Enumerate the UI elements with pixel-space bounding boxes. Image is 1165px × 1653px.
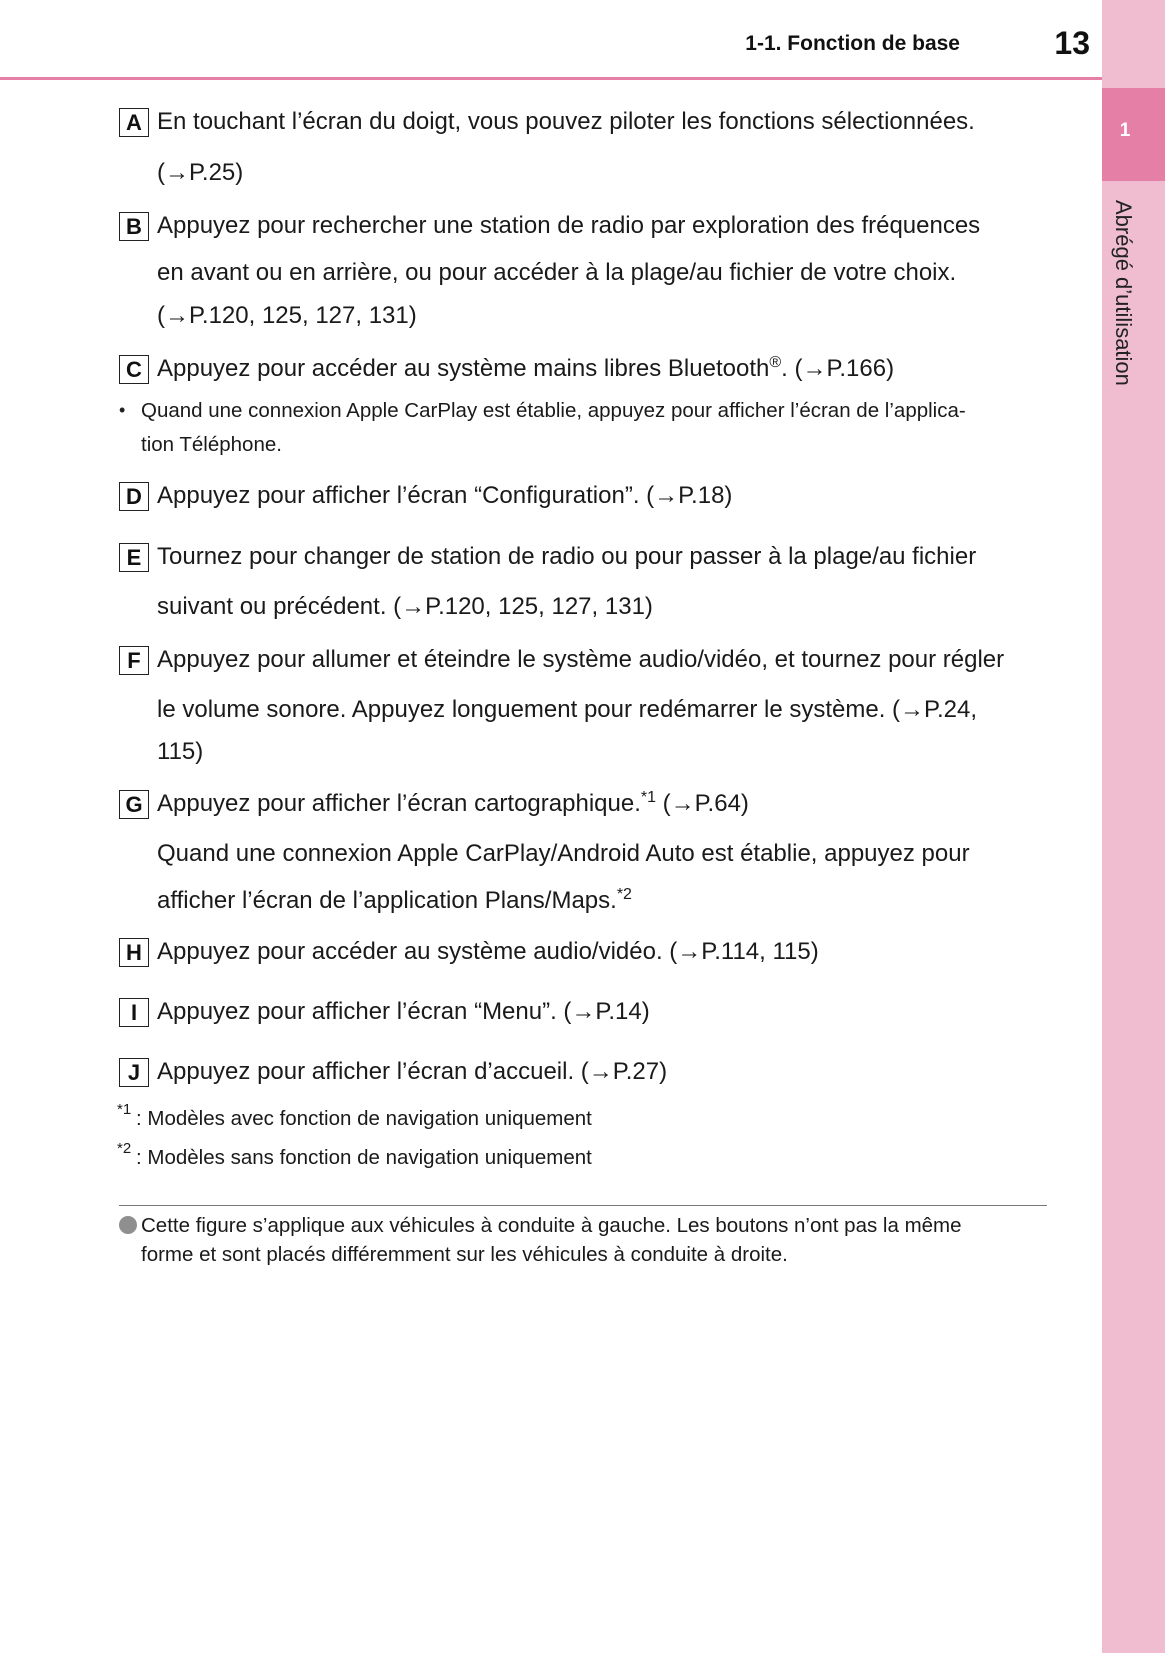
key-label-c: C: [119, 355, 149, 384]
item-b-text: en avant ou en arrière, ou pour accéder à la plage/au fichier de votre choix.: [157, 259, 957, 286]
item-c-bullet-text: Quand une connexion Apple CarPlay est établie, appuyez pour afficher l’écran de l’applica-: [141, 399, 966, 422]
item-b-ref: (→P.120, 125, 127, 131): [157, 302, 417, 329]
bullet-icon: •: [119, 400, 126, 420]
item-a-ref: (→P.25): [157, 159, 244, 186]
footnote-mark: *2: [117, 1140, 132, 1157]
item-h-text: Appuyez pour accéder au système audio/vidéo. (→P.114, 115): [157, 938, 819, 965]
footnote-text: : Modèles sans fonction de navigation uniquement: [136, 1146, 592, 1169]
footnote-mark: *1: [117, 1101, 132, 1118]
note-text: Cette figure s’applique aux véhicules à conduite à gauche. Les boutons n’ont pas la même: [141, 1214, 962, 1237]
item-e-text: suivant ou précédent. (→P.120, 125, 127, 131): [157, 593, 653, 620]
item-c-text: Appuyez pour accéder au système mains libres Bluetooth®. (→P.166): [157, 354, 895, 382]
item-i-text: Appuyez pour afficher l’écran “Menu”. (→P.14): [157, 998, 650, 1025]
key-label-f: F: [119, 646, 149, 675]
footnote-text: : Modèles avec fonction de navigation uniquement: [136, 1107, 592, 1130]
item-j-text: Appuyez pour afficher l’écran d’accueil. (→P.27): [157, 1058, 668, 1085]
item-f-text: 115): [157, 738, 204, 765]
note-text: forme et sont placés différemment sur les véhicules à conduite à droite.: [141, 1243, 788, 1266]
registered-mark: ®: [769, 354, 782, 371]
item-f-text: Appuyez pour allumer et éteindre le système audio/vidéo, et tournez pour régler: [157, 646, 1005, 673]
chapter-number: 1: [1119, 120, 1131, 141]
item-c-bullet-text: tion Téléphone.: [141, 433, 282, 456]
footnote-ref-2: *2: [616, 886, 632, 903]
key-label-d: D: [119, 482, 149, 511]
key-label-i: I: [119, 998, 149, 1027]
item-a-text: En touchant l’écran du doigt, vous pouvez piloter les fonctions sélectionnées.: [157, 108, 975, 135]
item-e-text: Tournez pour changer de station de radio ou pour passer à la plage/au fichier: [157, 543, 977, 570]
chapter-title: Abrégé d’utilisation: [1111, 200, 1136, 386]
item-g-text: Quand une connexion Apple CarPlay/Android Auto est établie, appuyez pour: [157, 840, 970, 867]
chapter-tab: [1102, 88, 1165, 181]
item-d-text: Appuyez pour afficher l’écran “Configuration”. (→P.18): [157, 482, 733, 509]
key-label-j: J: [119, 1058, 149, 1087]
item-f-text: le volume sonore. Appuyez longuement pour redémarrer le système. (→P.24,: [157, 696, 977, 723]
header-rule: [0, 77, 1102, 80]
key-label-a: A: [119, 108, 149, 137]
key-label-h: H: [119, 938, 149, 967]
section-title: 1-1. Fonction de base: [745, 32, 960, 55]
key-label-b: B: [119, 212, 149, 241]
item-g-text: afficher l’écran de l’application Plans/Maps.$^{*2}$: [157, 886, 632, 914]
key-label-e: E: [119, 543, 149, 572]
footnote-ref-1: *1: [640, 789, 656, 806]
item-b-text: Appuyez pour rechercher une station de radio par exploration des fréquences: [157, 212, 981, 239]
page-number: 13: [1054, 25, 1090, 61]
key-label-g: G: [119, 790, 149, 819]
note-bullet-icon: [119, 1216, 137, 1234]
item-g-text: Appuyez pour afficher l’écran cartographique.$^{*1}$ (→P.64): [157, 789, 749, 817]
divider: [119, 1205, 1047, 1206]
